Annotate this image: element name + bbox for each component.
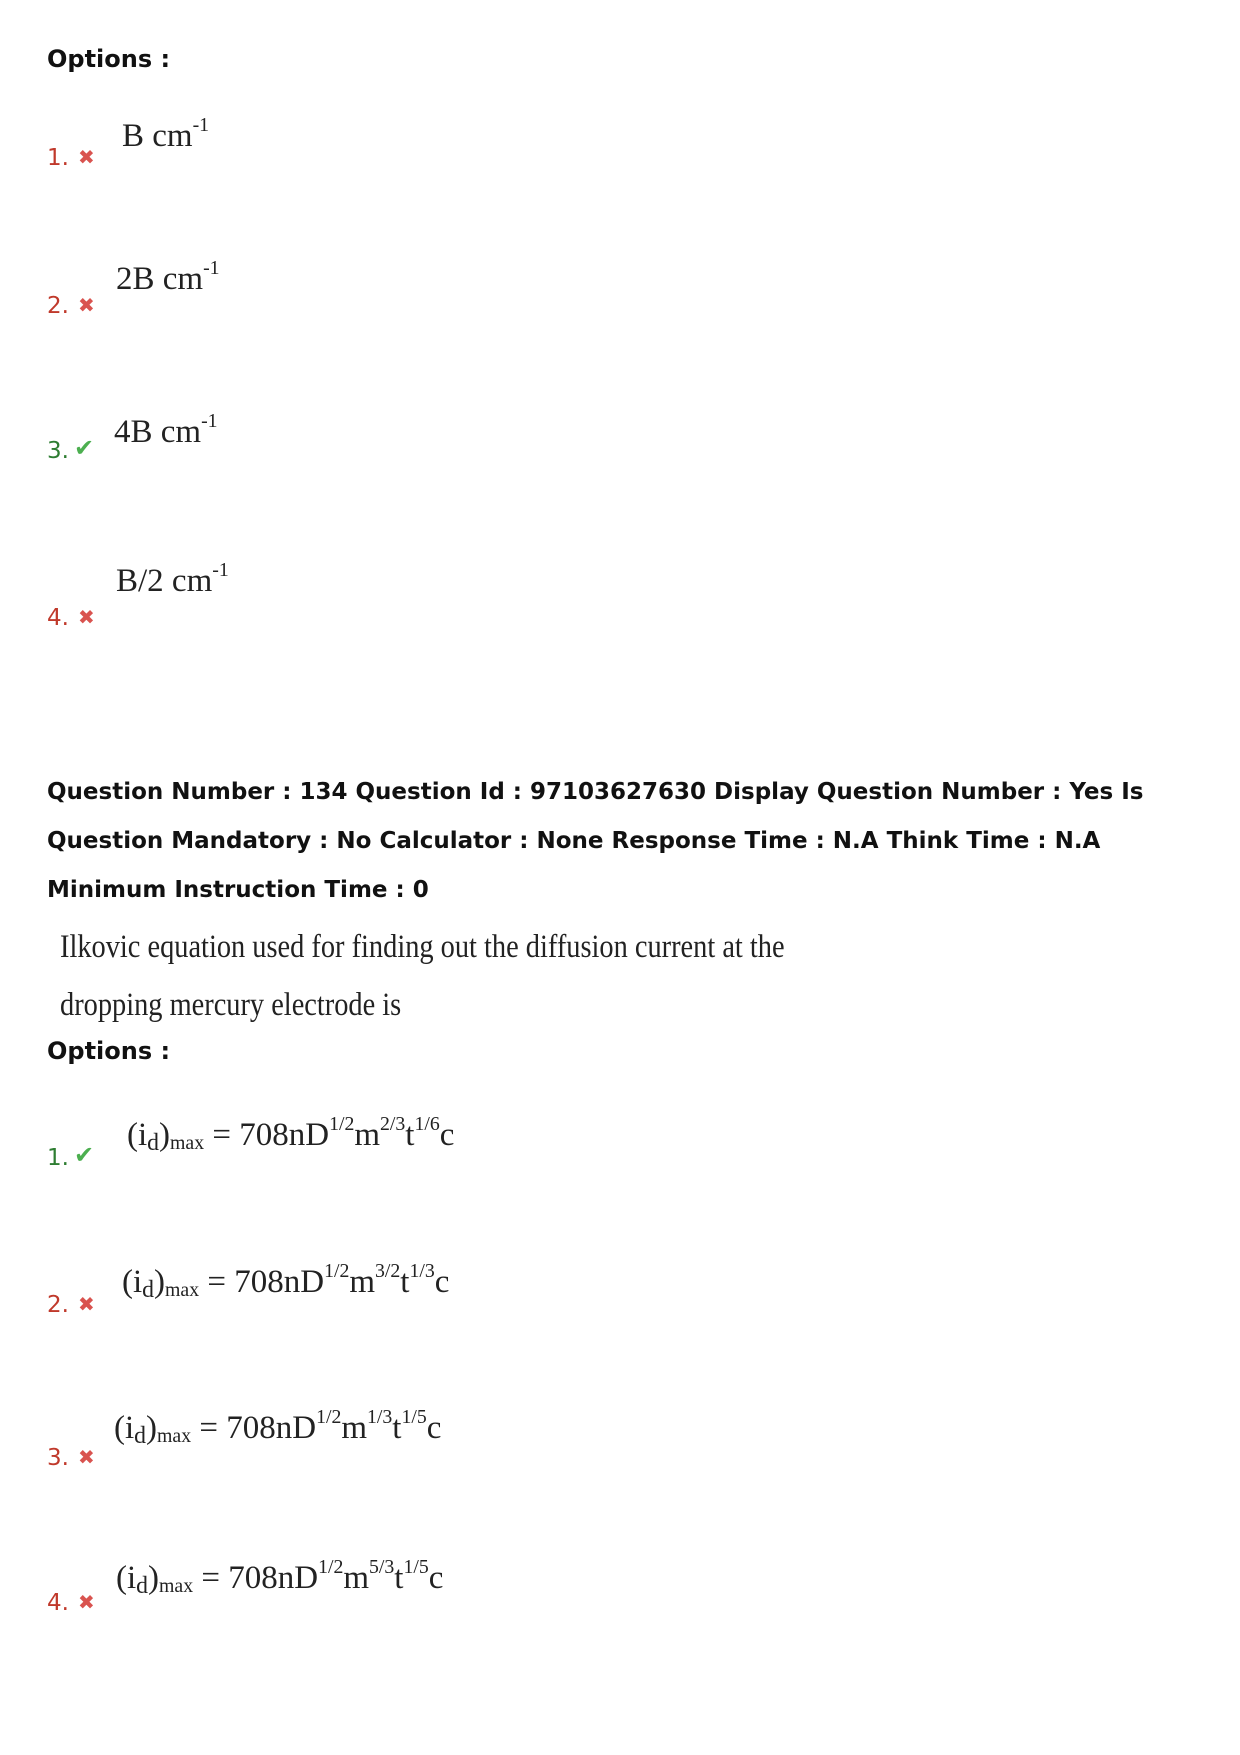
option-formula: $(i_d)_{max} = 708nD^{1/2}m^{3/2}t^{1/3}c$ bbox=[122, 1260, 450, 1303]
correct-check-icon: ✔ bbox=[74, 1141, 95, 1169]
option-formula: 4B $cm^{-1}$ bbox=[114, 410, 218, 450]
wrong-mark-icon: ✖ bbox=[78, 293, 95, 317]
option-formula: $(i_d)_{max} = 708nD^{1/2}m^{2/3}t^{1/6}c$ bbox=[127, 1113, 455, 1156]
options-heading: Options : bbox=[47, 1037, 171, 1065]
wrong-mark-icon: ✖ bbox=[78, 1292, 95, 1316]
option-number: 1. bbox=[47, 1145, 69, 1171]
option-number: 2. bbox=[47, 1292, 69, 1318]
correct-check-icon: ✔ bbox=[74, 434, 95, 462]
options-heading: Options : bbox=[47, 45, 171, 73]
option-formula: B/2 $cm^{-1}$ bbox=[116, 559, 229, 599]
option-number: 4. bbox=[47, 605, 69, 631]
wrong-mark-icon: ✖ bbox=[78, 145, 95, 169]
option-number: 3. bbox=[47, 1445, 69, 1471]
option-number: 1. bbox=[47, 145, 69, 171]
option-number: 4. bbox=[47, 1590, 69, 1616]
option-formula: B $cm^{-1}$ bbox=[122, 114, 210, 154]
option-formula: $(i_d)_{max} = 708nD^{1/2}m^{5/3}t^{1/5}c$ bbox=[116, 1556, 444, 1599]
option-formula: 2B $cm^{-1}$ bbox=[116, 257, 220, 297]
wrong-mark-icon: ✖ bbox=[78, 605, 95, 629]
question-meta: Question Number : 134 Question Id : 97103627630 Display Question Number : Yes Is Question Mandatory : No Calculator : None Response Time : N.A Think Time : N.A Minimum Instruction Time : 0 bbox=[47, 779, 1144, 903]
option-number: 2. bbox=[47, 293, 69, 319]
wrong-mark-icon: ✖ bbox=[78, 1590, 95, 1614]
option-number: 3. bbox=[47, 438, 69, 464]
question-text: Ilkovic equation used for finding out the diffusion current at the dropping mercury electrode is bbox=[60, 929, 785, 1023]
wrong-mark-icon: ✖ bbox=[78, 1445, 95, 1469]
option-formula: $(i_d)_{max} = 708nD^{1/2}m^{1/3}t^{1/5}c$ bbox=[114, 1406, 442, 1449]
